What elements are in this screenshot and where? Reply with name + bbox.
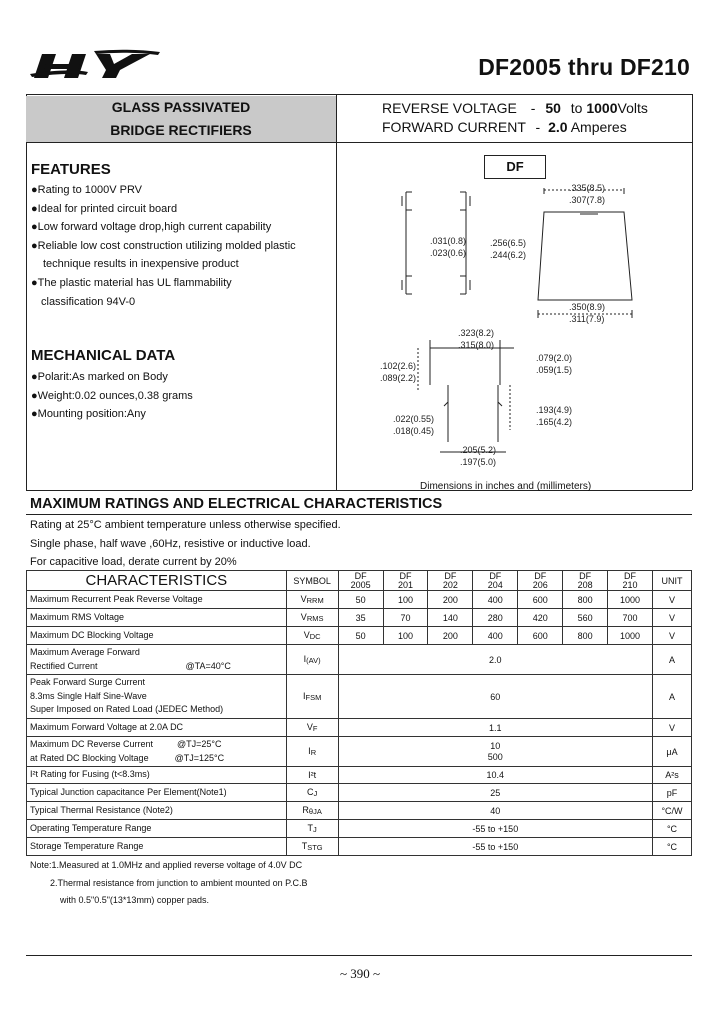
dim-a2: .307(7.8) [569,195,606,205]
fc-value: 2.0 [548,119,568,135]
dim-c1: .256(6.5) [490,238,527,248]
header-symbol: SYMBOL [286,571,338,591]
dim-j1: .205(5.2) [460,445,497,455]
banner-line-1: GLASS PASSIVATED [111,99,251,115]
feature-item: ●Reliable low cost construction utilizing molded plastic [31,239,296,252]
feature-item: ●Rating to 1000V PRV [31,184,143,196]
dim-f2: .089(2.2) [380,373,417,383]
table-row-rja: Typical Thermal Resistance (Note2) RθJA 40 °C/W [27,802,692,820]
dim-j2: .197(5.0) [460,457,497,467]
features-list [31,181,296,311]
dim-d1: .350(8.9) [569,302,606,312]
footer-rule [26,955,692,956]
frame-bottom-rule [26,490,692,491]
table-row-iav: Maximum Average Forward Rectified Current @TA=40°C I(AV) 2.0 A [27,645,692,675]
rv-label: REVERSE VOLTAGE [382,100,517,116]
table-row-ir: Maximum DC Reverse Current @TJ=25°C at Rated DC Blocking Voltage @TJ=125°C IR 10 500 μA [27,737,692,767]
mechanical-item: ●Mounting position:Any [31,408,146,421]
dimensions-caption: Dimensions in inches and (millimeters) [420,481,592,492]
frame-top-rule [26,94,692,95]
dim-d2: .311(7.9) [569,314,605,324]
banner-line-2: BRIDGE RECTIFIERS [110,122,252,138]
dim-a1: .335(8.5) [569,183,606,193]
table-row-ifsm: Peak Forward Surge Current 8.3ms Single Half Sine-Wave Super Imposed on Rated Load (JEDEC Method) IFSM 60 A [27,675,692,719]
banner-rule [26,142,336,143]
table-row-tstg: Storage Temperature Range TSTG -55 to +150 °C [27,838,692,856]
table-header-row [27,571,692,591]
table-row-vrms: Maximum RMS Voltage VRMS 35 70 140 280 420 560 700 V [27,609,692,627]
rv-unit: Volts [617,100,648,116]
fc-label: FORWARD CURRENT [382,119,526,135]
feature-item: ●The plastic material has UL flammability [31,276,232,289]
feature-item-cont: technique results in inexpensive product [43,258,239,271]
characteristics-table [26,570,692,856]
dim-e1: .323(8.2) [458,328,495,338]
table-row-tj: Operating Temperature Range TJ -55 to +150 °C [27,820,692,838]
mechanical-heading: MECHANICAL DATA [31,347,176,364]
table-row-cj: Typical Junction capacitance Per Element(Note1) CJ 25 pF [27,784,692,802]
header-unit: UNIT [653,571,692,591]
mechanical-item: ●Polarit:As marked on Body [31,371,168,383]
product-banner [26,96,336,142]
frame-mid [336,94,337,490]
header-part: DF 202 [428,571,473,591]
page-number: ~ 390 ~ [339,966,381,981]
header-part: DF 204 [473,571,518,591]
dim-c2: .244(6.2) [490,250,527,260]
dim-g2: .059(1.5) [536,365,573,375]
features-heading: FEATURES [31,161,111,178]
header-part: DF 201 [383,571,428,591]
feature-item: ●Low forward voltage drop,high current capability [31,221,272,234]
dim-h2: .018(0.45) [393,426,435,436]
mechanical-list [31,368,193,424]
document-title: DF2005 thru DF210 [478,54,690,80]
dim-g1: .079(2.0) [536,353,573,363]
ratings-rule [26,514,692,515]
table-row-vrrm: Maximum Recurrent Peak Reverse Voltage VRRM 50 100 200 400 600 800 1000 V [27,591,692,609]
rv-to: to [570,100,583,116]
dim-h1: .022(0.55) [393,414,435,424]
fc-dash: - [535,119,541,135]
dim-e2: .315(8.0) [458,340,495,350]
table-row-vdc: Maximum DC Blocking Voltage VDC 50 100 200 400 600 800 1000 V [27,627,692,645]
header-part: DF 210 [608,571,653,591]
frame-left [26,94,27,490]
feature-item-cont: classification 94V-0 [41,295,136,308]
rv-max: 1000 [586,100,618,116]
header-part: DF 206 [518,571,563,591]
frame-right [692,94,693,490]
dim-b1: .031(0.8) [430,236,467,246]
dim-i2: .165(4.2) [536,417,573,427]
footnote-1: Note:1.Measured at 1.0MHz and applied reverse voltage of 4.0V DC [30,860,303,870]
dim-b2: .023(0.6) [430,248,467,258]
reverse-voltage-spec [382,100,648,116]
header-part: DF 2005 [338,571,383,591]
package-label: DF [484,155,546,179]
rv-dash: - [530,100,536,116]
table-row-vf: Maximum Forward Voltage at 2.0A DC VF 1.1 V [27,719,692,737]
fc-unit: Amperes [570,119,627,135]
rating-note-3: For capacitive load, derate current by 20% [30,556,237,568]
dim-f1: .102(2.6) [380,361,417,371]
rv-min: 50 [545,100,561,116]
header-characteristics: CHARACTERISTICS [27,571,287,591]
brand-logo [28,48,163,84]
dim-i1: .193(4.9) [536,405,573,415]
footnote-2: 2.Thermal resistance from junction to ambient mounted on P.C.B [50,878,308,888]
ratings-heading: MAXIMUM RATINGS AND ELECTRICAL CHARACTERISTICS [30,496,443,512]
footnote-3: with 0.5"0.5"(13*13mm) copper pads. [60,895,209,905]
rating-note-1: Rating at 25°C ambient temperature unless otherwise specified. [30,519,341,531]
feature-item: ●Ideal for printed circuit board [31,202,178,215]
specs-rule [336,142,692,143]
forward-current-spec [382,119,627,135]
rating-note-2: Single phase, half wave ,60Hz, resistive or inductive load. [30,538,311,550]
mechanical-item: ●Weight:0.02 ounces,0.38 grams [31,389,193,402]
header-part: DF 208 [563,571,608,591]
table-row-i2t: I²t Rating for Fusing (t<8.3ms) I²t 10.4 A²s [27,767,692,784]
